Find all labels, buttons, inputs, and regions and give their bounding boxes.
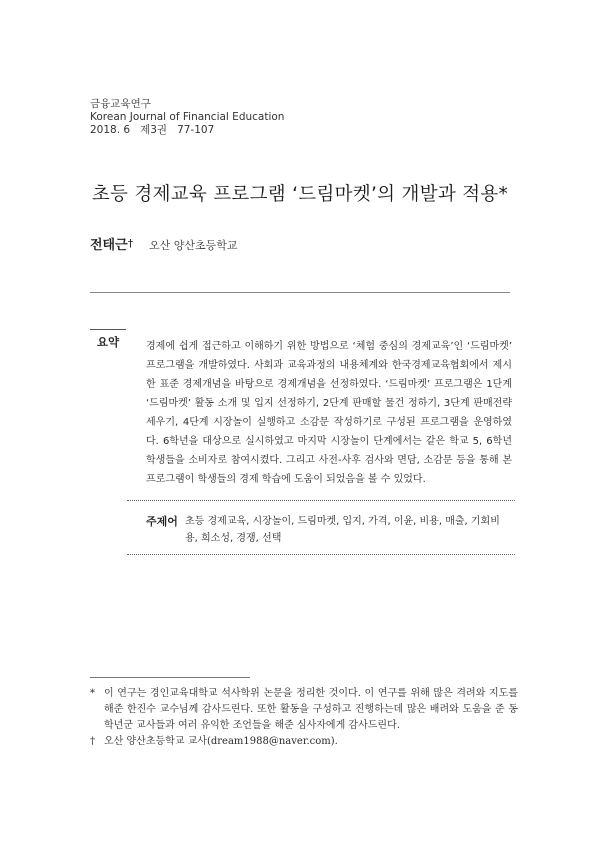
keywords-divider-top [127,500,515,501]
footnote-rule [90,677,250,678]
abstract-heading-rule [90,329,126,330]
journal-name-english: Korean Journal of Financial Education [90,111,285,123]
journal-name-korean: 금융교육연구 [90,98,151,110]
abstract-heading: 요약 [96,335,120,349]
paper-title: 초등 경제교육 프로그램 ‘드림마켓’의 개발과 적용* [91,184,509,205]
keywords-heading: 주제어 [146,515,178,528]
abstract-text: 경제에 쉽게 접근하고 이해하기 위한 방법으로 ‘체험 중심의 경제교육’인 ‘드림마켓’ 프로그램을 개발하였다. 사회과 교육과정의 내용체계와 한국경제교육협회에서 제시한 표준 경제개념을 바탕으로 경제개념을 선정하였다. ‘드림마켓’ 프로그램은 1단계 ‘드림마켓’ 활동 소개 및 입지 선정하기, 2단계 판매할 물건 정하기, 3단계 판매전략 세우기, 4단계 시장놀이 실행하고 소감문 작성하기로 구성된 프로그램을 운영하였다. 6학년을 대상으로 실시하였고 마지막 시장놀이 단계에서는 같은 학교 5, 6학년 학생들을 소비자로 참여시켰다. 그리고 사전-사후 검사와 면담, 소감문 등을 통해 본 프로그램이 학생들의 경제 학습에 도움이 되었음을 볼 수 있었다. [146,341,512,485]
footnote-acknowledgement-text: 이 연구는 경인교육대학교 석사학위 논문을 정리한 것이다. 이 연구를 위해 많은 격려와 지도를 해준 한진수 교수님께 감사드린다. 또한 활동을 구성하고 진행하는데 많은 배려와 도움을 준 동학년군 교사들과 여러 유익한 조언들을 해준 심사자에게 감사드린다. [104,688,518,731]
keywords-divider-bottom [127,554,515,555]
header-divider [90,292,510,293]
author-affiliation: 오산 양산초등학교 [149,239,238,252]
author-name: 전태근 [90,238,128,253]
author-dagger: † [127,237,134,250]
keywords-text: 초등 경제교육, 시장놀이, 드림마켓, 입지, 가격, 이윤, 비용, 매출, 기회비용, 희소성, 경쟁, 선택 [185,516,500,544]
footnote-asterisk: * [90,688,95,699]
journal-header [90,98,284,137]
footnote-acknowledgement [90,686,518,734]
footnote-author-text: 오산 양산초등학교 교사(dream1988@naver.com). [104,736,338,747]
journal-issue: 2018. 6 제3권 77-107 [90,124,215,136]
footnote-dagger: † [90,736,95,747]
footnote-author [90,734,338,750]
author-line [90,234,238,253]
